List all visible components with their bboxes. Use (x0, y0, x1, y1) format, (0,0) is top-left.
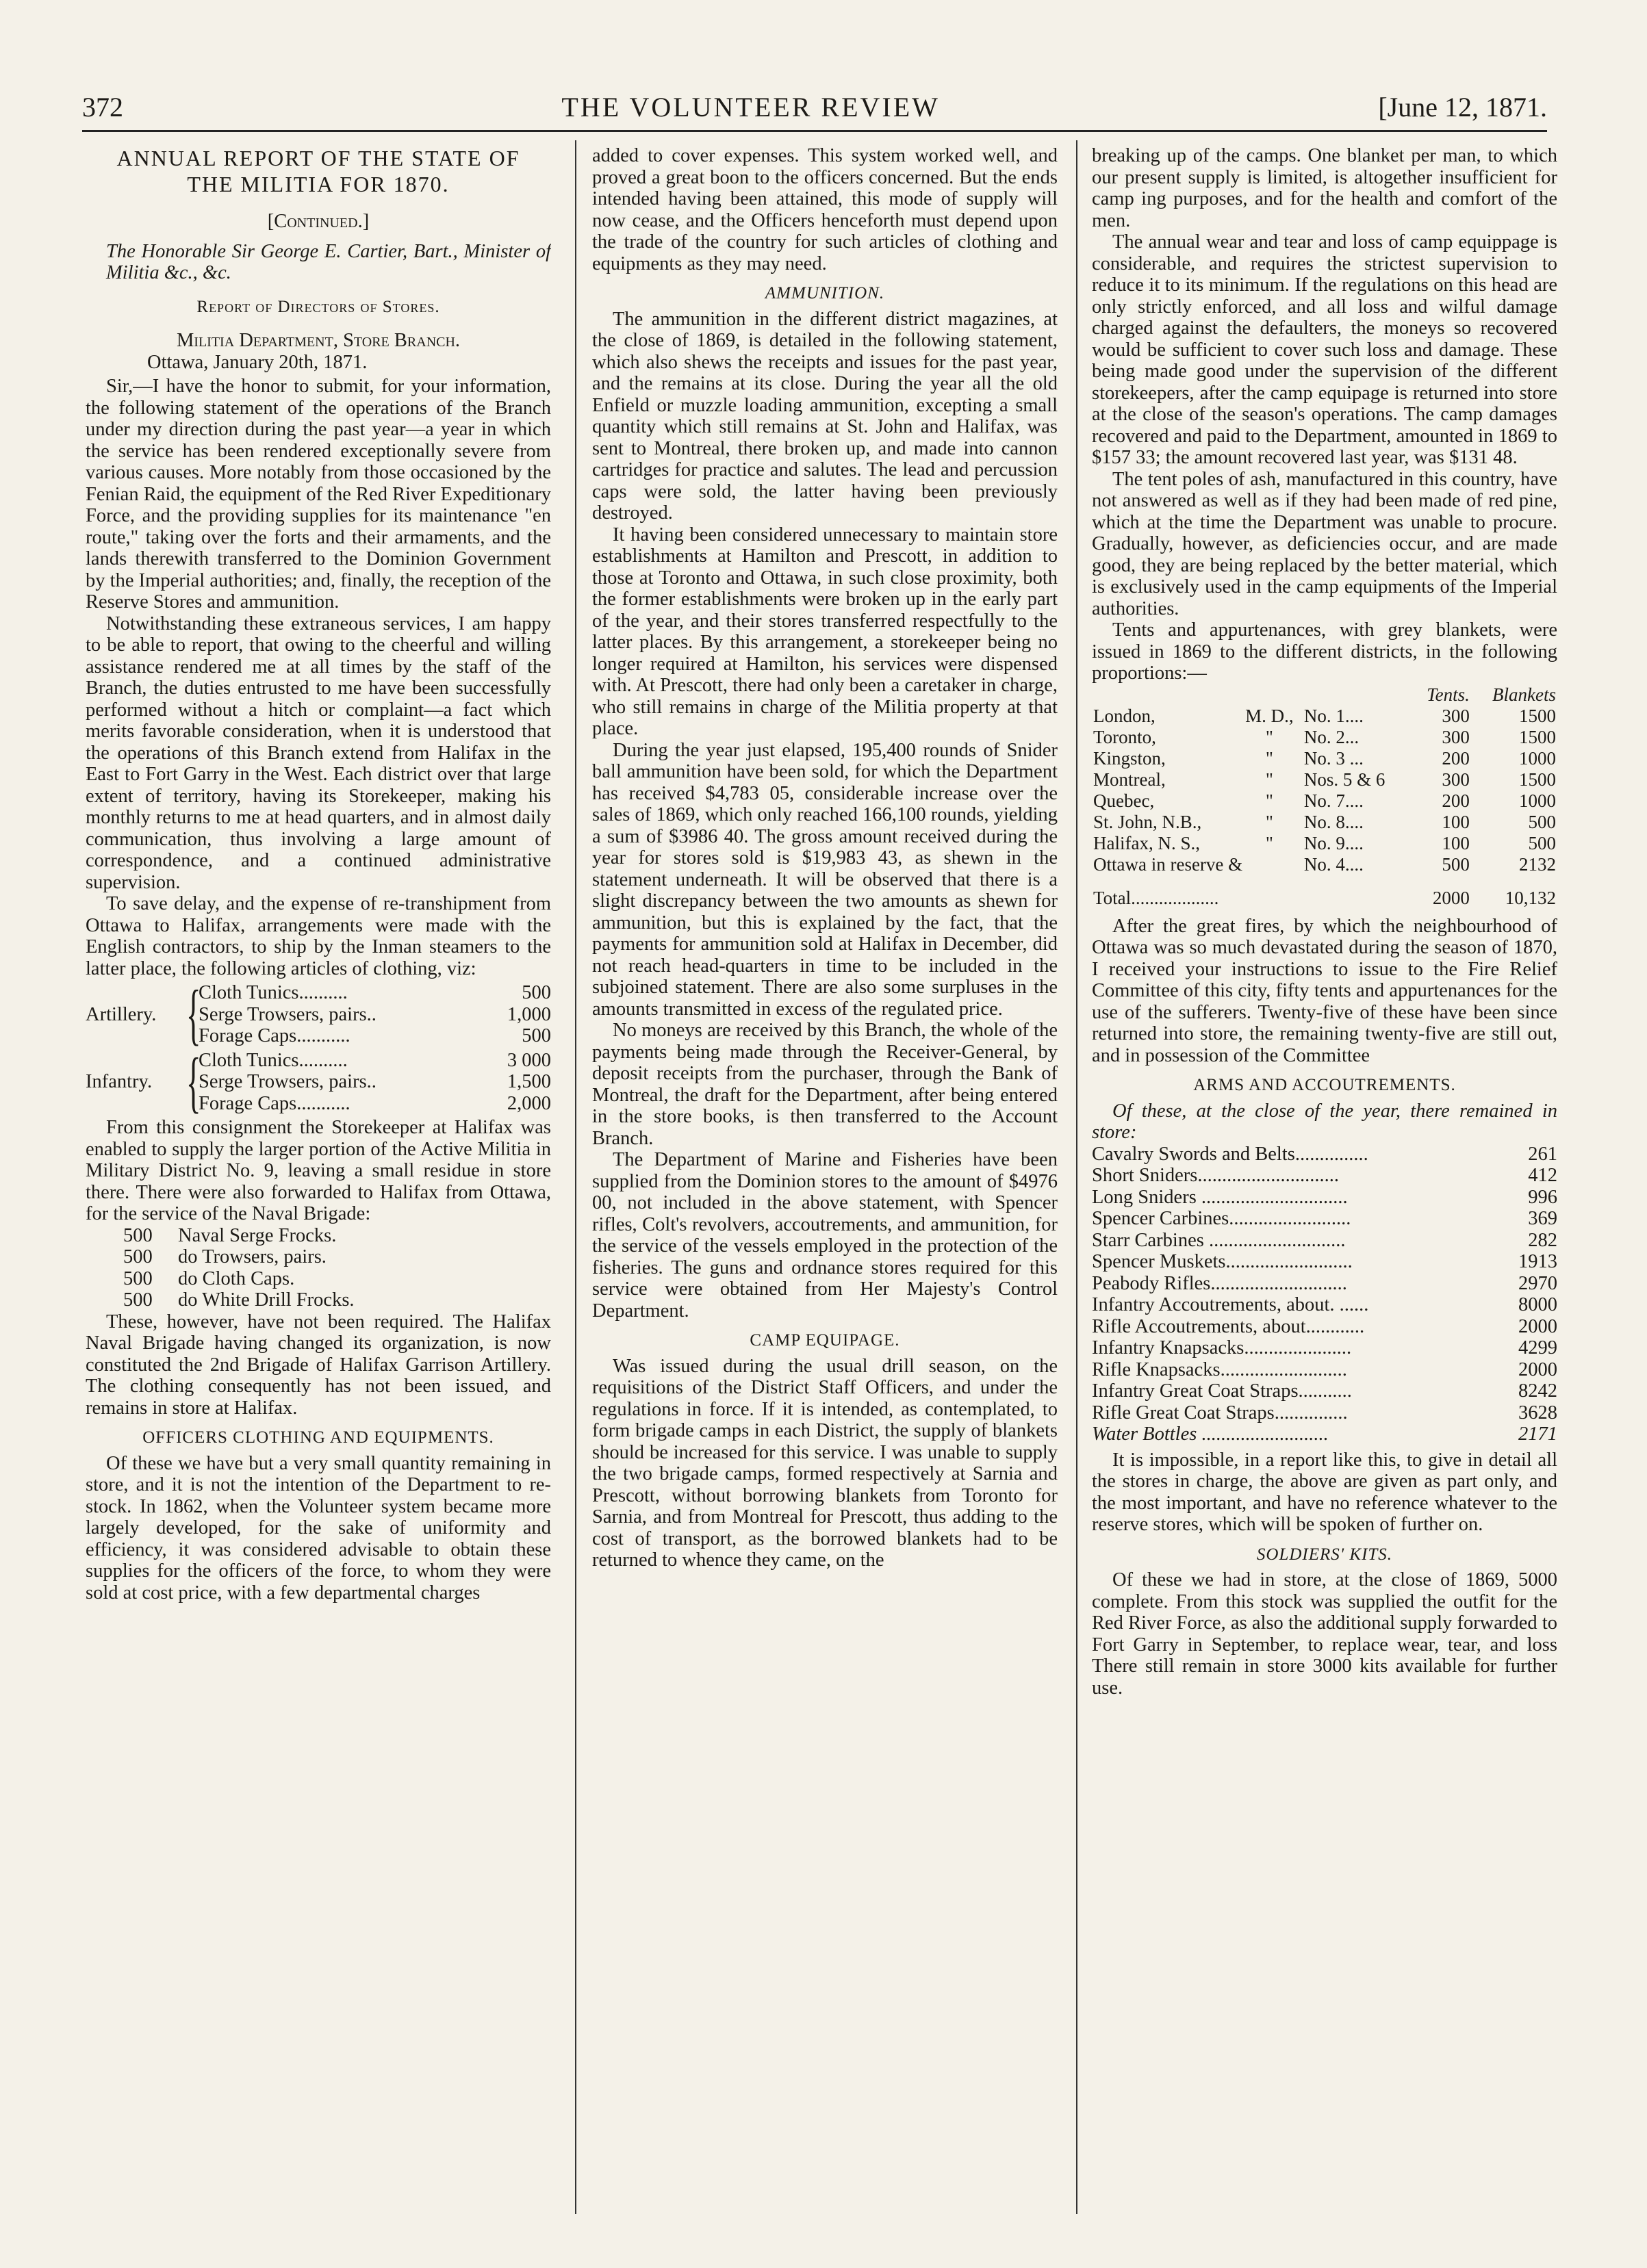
paragraph: During the year just elapsed, 195,400 rounds of Snider ball ammunition have been sold, for which the Department has received $4,783 05, considerable increase over the sales of 1869, which only reached 166,100 rounds, yielding a sum of $3986 40. The gross amount received during the year for stores sold is $19,983 43, as shewn in the statement underneath. It will be observed that there is a slight discrepancy between the two amounts as shewn for ammunition, but this is explained by the fact, that the payments for ammunition sold at Halifax in December, did not reach head-quarters in time to be included in the subjoined statement. There are also some surpluses in the amounts transmitted in excess of the regulated price. (592, 739, 1058, 1020)
column-divider (575, 140, 576, 2214)
paragraph: From this consignment the Storekeeper at Halifax was enabled to supply the larger portion of the Active Militia in Military District No. 9, leaving a small residue in store there. There were also forwarded to Halifax from Ottawa, for the service of the Naval Brigade: (86, 1117, 551, 1224)
paragraph: breaking up of the camps. One blanket per man, to which our present supply is limited, is altogether insufficient for camp ing purposes, and for the health and comfort of the men. (1092, 145, 1557, 231)
brace-glyph: { (186, 976, 201, 1053)
list-item: Infantry Knapsacks...................... 4299 (1092, 1337, 1557, 1358)
paragraph: The annual wear and tear and loss of camp equippage is considerable, and requires the strictest supervision to reduce it to its minimum. If the regulations on this head are only strictly enforced, and all loss and wilful damage charged against the defaulters, the moneys so recovered would be sufficient to cover such loss and damage. These being made good under the supervision of the different storekeepers, after the camp equipage is returned into store at the close of the season's operations. The camp damages recovered and paid to the Department, amounted in 1869 to $157 33; the amount recovered last year, was $131 48. (1092, 231, 1557, 468)
page-header (82, 82, 1547, 123)
paragraph: Sir,—I have the honor to submit, for your information, the following statement of the operations of the Branch under my direction during the past year—a year in which the service has been rendered exceptionally severe from various causes. More notably from those occasioned by the Fenian Raid, the equipment of the Red River Expeditionary Force, and the providing supplies for its maintenance "en route," taking over the forts and their armaments, and the lands therewith transferred to the Dominion Government by the Imperial authorities; and, finally, the reception of the Reserve Stores and ammunition. (86, 376, 551, 613)
paragraph: The Department of Marine and Fisheries have been supplied from the Dominion stores to the amount of $4976 00, not included in the above statement, with Spencer rifles, Colt's revolvers, accoutrements, and ammunition, for the service of the vessels employed in the protection of the fisheries. The guns and ordnance stores required for this service were obtained from Her Majesty's Control Department. (592, 1149, 1058, 1322)
table-total-row: Total................... 2000 10,132 (1093, 887, 1556, 908)
paragraph: Of these we had in store, at the close of 1869, 5000 complete. From this stock was supplied the outfit for the Red River Force, as also the additional supply forwarded to Fort Garry in September, to replace wear, tear, and loss There still remain in store 3000 kits available for further use. (1092, 1569, 1557, 1699)
department-line: Militia Department, Store Branch. (176, 330, 461, 351)
list-item: 500 do White Drill Frocks. (123, 1289, 355, 1311)
blankets-header: Blankets (1492, 684, 1556, 705)
section-heading: AMMUNITION. (765, 284, 885, 302)
paragraph: It is impossible, in a report like this, to give in detail all the stores in charge, the above are given as part only, and the most important, and have no reference whatever to the reserve stores, which will be spoken of further on. (1092, 1449, 1557, 1535)
paragraph: Of these we have but a very small quantity remaining in store, and it is not the intention of the Department to re-stock. In 1862, when the Volunteer system became more largely developed, for the sake of uniformity and efficiency, it was considered advisable to obtain these supplies for the officers of the force, to whom they were sold at cost price, with a few departmental charges (86, 1452, 551, 1603)
brace-glyph: { (186, 1043, 201, 1120)
table-row: St. John, N.B., " No. 8.... 100 500 (1093, 811, 1556, 832)
section-heading: CAMP EQUIPAGE. (750, 1331, 900, 1350)
list-item: Water Bottles .......................... 2171 (1092, 1423, 1557, 1445)
list-item: Forage Caps........... 500 (199, 1025, 551, 1046)
list-item: Rifle Knapsacks.......................... 2000 (1092, 1358, 1557, 1380)
table-header-row (1092, 684, 1557, 706)
list-item: Infantry Great Coat Straps........... 8242 (1092, 1380, 1557, 1402)
section-heading: ARMS AND ACCOUTREMENTS. (1193, 1076, 1456, 1094)
section-heading: SOLDIERS' KITS. (1256, 1545, 1393, 1564)
infantry-label: Infantry. (86, 1071, 153, 1092)
artillery-items (199, 982, 551, 1047)
arms-list (1092, 1144, 1557, 1445)
tents-table (1092, 684, 1557, 909)
list-item: Serge Trowsers, pairs.. 1,500 (199, 1071, 551, 1092)
publication-title: THE VOLUNTEER REVIEW (561, 92, 940, 123)
list-item: Serge Trowsers, pairs.. 1,000 (199, 1003, 551, 1025)
list-item: Long Sniders .............................. 996 (1092, 1186, 1557, 1208)
column-3 (1092, 145, 1557, 2205)
article-title-line-2: THE MILITIA FOR 1870. (187, 172, 450, 196)
list-item: Cavalry Swords and Belts............... 261 (1092, 1143, 1557, 1165)
infantry-list (86, 1043, 551, 1120)
table-row: Ottawa in reserve & No. 4.... 500 2132 (1093, 853, 1556, 875)
list-item: Short Sniders............................. 412 (1092, 1165, 1557, 1186)
table-row: Halifax, N. S., " No. 9.... 100 500 (1093, 832, 1556, 853)
article-title-line-1: ANNUAL REPORT OF THE STATE OF (116, 146, 520, 170)
paragraph: No moneys are received by this Branch, the whole of the payments being made through the Receiver-General, by deposit receipts from the purchaser, through the Bank of Montreal, the draft for the Department, after being entered in the store books, is then transferred to the Account Branch. (592, 1020, 1058, 1149)
artillery-list (86, 976, 551, 1053)
paragraph: The tent poles of ash, manufactured in this country, have not answered as well as if they had been made of red pine, which at the time the Department was unable to procure. Gradually, however, as deficiencies occur, and are made good, they are being replaced by the better material, which is exclusively used in the camp equipments of the Imperial authorities. (1092, 468, 1557, 619)
report-heading: Report of Directors of Stores. (196, 297, 440, 316)
naval-brigade-list (86, 1225, 551, 1311)
list-item: Starr Carbines ............................ 282 (1092, 1229, 1557, 1251)
paragraph: The ammunition in the different district magazines, at the close of 1869, is detailed in the following statement, which also shews the receipts and issues for the past year, and the remains at its close. During the year all the old Enfield or muzzle loading ammunition, excepting a small quantity which still remains at St. John and Halifax, was sent to Montreal, there broken up, and made into cannon cartridges for practice and salutes. The lead and percussion caps were sold, the latter having been previously destroyed. (592, 308, 1058, 524)
list-item: Peabody Rifles............................ 2970 (1092, 1272, 1557, 1294)
issue-date: [June 12, 1871. (1378, 92, 1547, 123)
list-item: 500 do Trowsers, pairs. (123, 1246, 327, 1267)
paragraph: Notwithstanding these extraneous services, I am happy to be able to report, that owing to the cheerful and willing assistance rendered me at all times by the staff of the Branch, the duties entrusted to me have been successfully performed without a hitch or complaint—a fact which merits favorable consideration, when it is understood that the operations of this Branch extend from Halifax in the East to Fort Garry in the West. Each district over that large extent of territory, having its Storekeeper, making his monthly returns to me at head quarters, and in almost daily communication, thus involving a large amount of correspondence, and a continued administrative supervision. (86, 613, 551, 893)
column-divider (1076, 140, 1077, 2214)
paragraph: These, however, have not been required. The Halifax Naval Brigade having changed its organization, is now constituted the 2nd Brigade of Halifax Garrison Artillery. The clothing consequently has not been issued, and remains in store at Halifax. (86, 1311, 551, 1419)
paragraph: added to cover expenses. This system worked well, and proved a great boon to the officers concerned. But the ends intended having been attained, this mode of supply will now cease, and the Officers henceforth must depend upon the trade of the country for such articles of clothing and equipments as they may need. (592, 145, 1058, 274)
paragraph: After the great fires, by which the neighbourhood of Ottawa was so much devastated during the season of 1870, I received your instructions to issue to the Fire Relief Committee of this city, fifty tents and appurtenances for the use of the sufferers. Twenty-five of these have been since returned into store, the remaining twenty-five are still out, and in possession of the Committee (1092, 915, 1557, 1066)
header-rule (82, 130, 1547, 132)
paragraph: Of these, at the close of the year, there remained in store: (1092, 1100, 1557, 1143)
column-1 (86, 145, 551, 2205)
list-item: Cloth Tunics.......... 3 000 (199, 1049, 551, 1071)
paragraph: To save delay, and the expense of re-transhipment from Ottawa to Halifax, arrangements were made with the English contractors, to ship by the Inman steamers to the latter place, the following articles of clothing, viz: (86, 893, 551, 979)
list-item: 500 do Cloth Caps. (123, 1267, 295, 1289)
artillery-label: Artillery. (86, 1003, 157, 1025)
list-item: Forage Caps........... 2,000 (199, 1092, 551, 1114)
column-2 (592, 145, 1058, 2205)
addressee: The Honorable Sir George E. Cartier, Bart., Minister of Militia &c., &c. (106, 240, 551, 283)
table-row: London, M. D., No. 1.... 300 1500 (1093, 705, 1556, 726)
list-item: 500 Naval Serge Frocks. (123, 1224, 337, 1246)
tents-header: Tents. (1427, 684, 1470, 705)
table-row: Toronto, " No. 2... 300 1500 (1093, 726, 1556, 747)
section-heading: OFFICERS CLOTHING AND EQUIPMENTS. (142, 1428, 494, 1447)
paragraph: It having been considered unnecessary to maintain store establishments at Hamilton and Prescott, in addition to those at Toronto and Ottawa, in such close proximity, both the former establishments were broken up in the early part of the year, and their stores transferred respectfully to the latter places. By this arrangement, a storekeeper being no longer required at Hamilton, his services were dispensed with. At Prescott, there had only been a caretaker in charge, who still remains in charge of the Militia property at that place. (592, 524, 1058, 739)
table-row: Montreal, " Nos. 5 & 6 300 1500 (1093, 769, 1556, 790)
article-title (86, 145, 551, 197)
page-number: 372 (82, 92, 123, 123)
list-item: Spencer Carbines......................... 369 (1092, 1208, 1557, 1229)
list-item: Cloth Tunics.......... 500 (199, 982, 551, 1003)
list-item: Rifle Great Coat Straps............... 3628 (1092, 1402, 1557, 1423)
infantry-items (199, 1050, 551, 1115)
continued-note: [Continued.] (267, 211, 370, 232)
dateline: Ottawa, January 20th, 1871. (147, 351, 368, 373)
table-row: Quebec, " No. 7.... 200 1000 (1093, 790, 1556, 811)
list-item: Infantry Accoutrements, about. ...... 8000 (1092, 1294, 1557, 1315)
list-item: Rifle Accoutrements, about............ 2000 (1092, 1315, 1557, 1337)
paragraph: Was issued during the usual drill season, on the requisitions of the District Staff Officers, and under the regulations in force. If it is intended, as contemplated, to form brigade camps in each District, the supply of blankets should be increased for this service. I was unable to supply the two brigade camps, formed respectively at Sarnia and Prescott, without borrowing blankets from Toronto for Sarnia, and from Montreal for Prescott, thus adding to the cost of transport, as the borrowed blankets had to be returned to whence they came, on the (592, 1355, 1058, 1571)
list-item: Spencer Muskets.......................... 1913 (1092, 1251, 1557, 1272)
paragraph: Tents and appurtenances, with grey blankets, were issued in 1869 to the different districts, in the following proportions:— (1092, 619, 1557, 684)
table-row: Kingston, " No. 3 ... 200 1000 (1093, 747, 1556, 769)
